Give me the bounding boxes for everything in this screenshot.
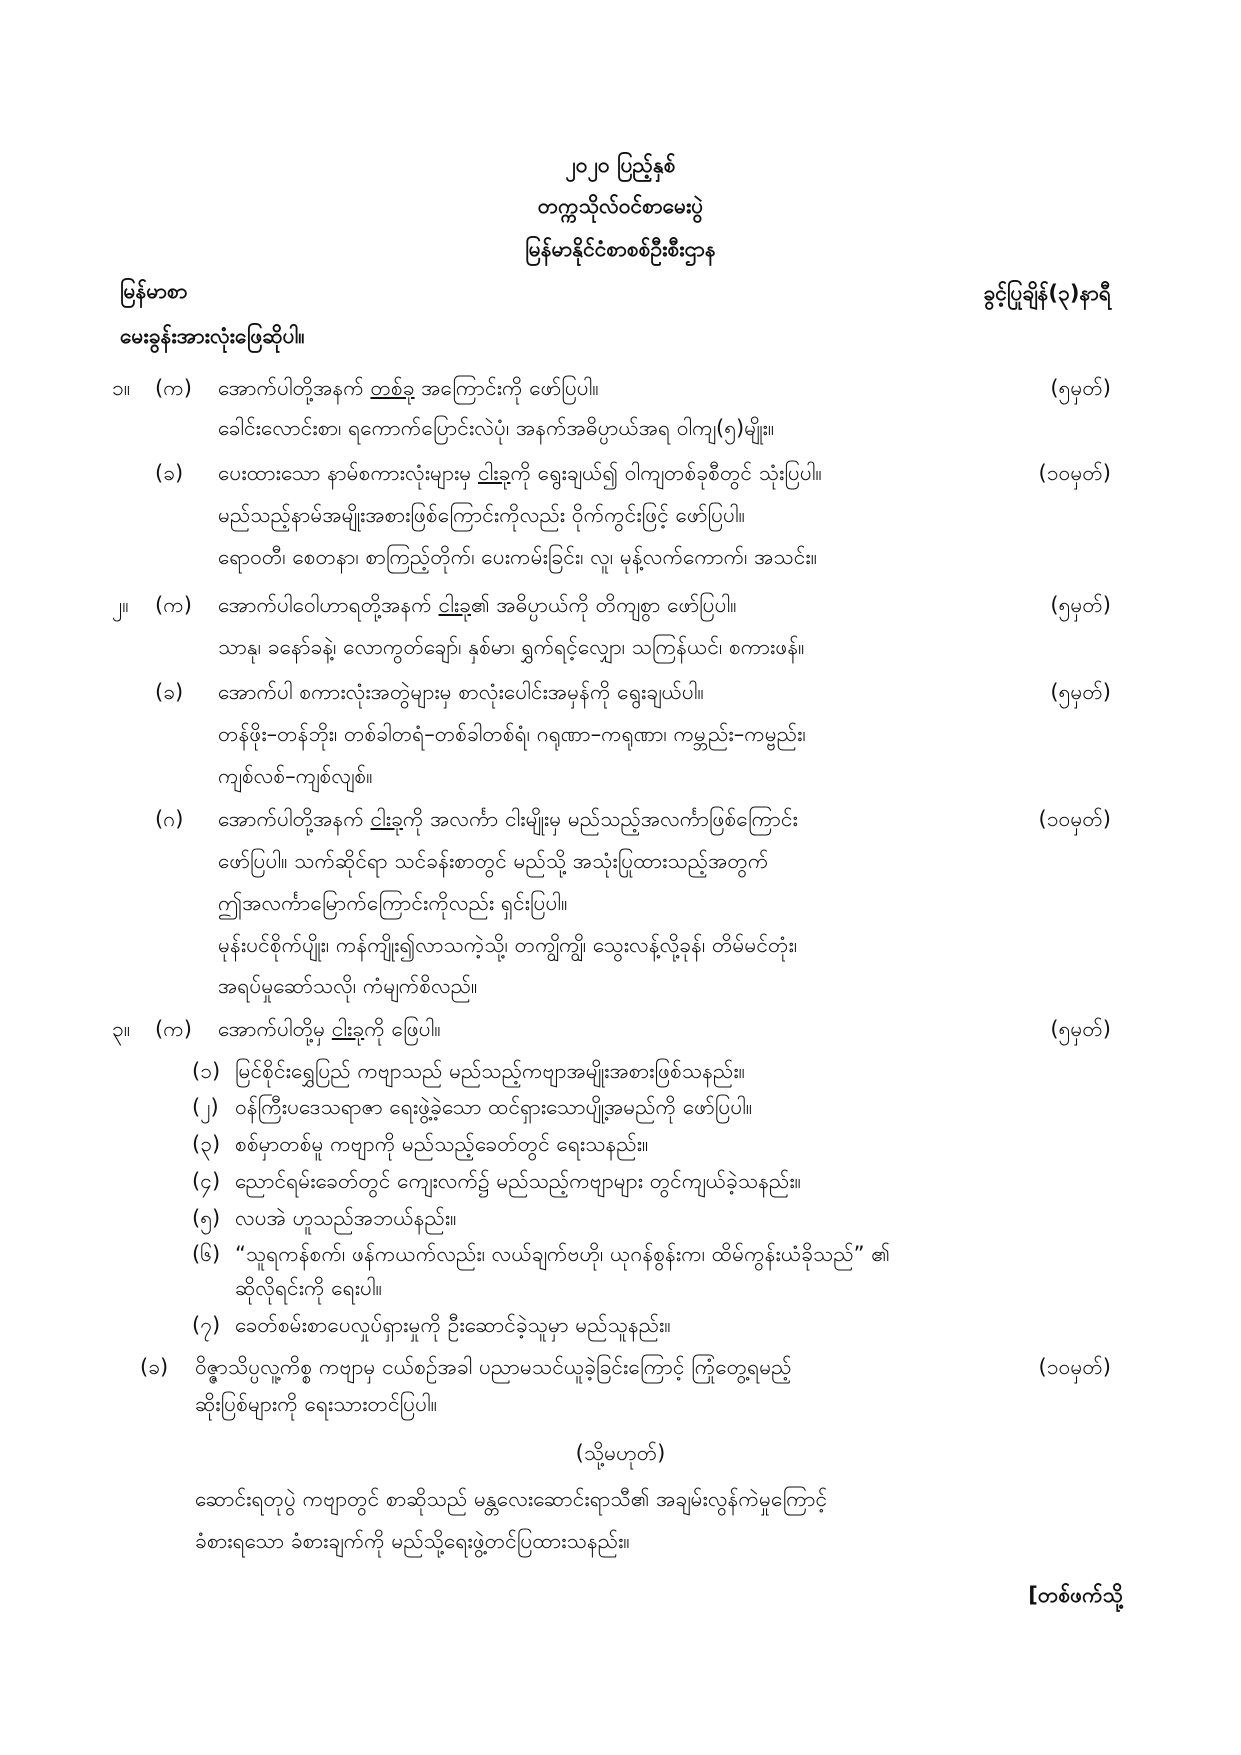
q3-item-num: (၆) — [192, 1242, 221, 1266]
q2a-text-post: ၏ အဓိပ္ပာယ်ကို တိကျစွာ ဖော်ပြပါ။ — [470, 593, 737, 617]
q1b-text — [218, 460, 822, 491]
q2b-text: အောက်ပါ စကားလုံးအတွဲများမှ စာလုံးပေါင်းအမှန်ကို ရွေးချယ်ပါ။ — [218, 680, 704, 704]
q1b-marks: (၁၀မှတ်) — [1038, 461, 1111, 485]
q3-item-text: လပအဲ ဟူသည်အဘယ်နည်း။ — [235, 1206, 457, 1230]
q1a-line2: ခေါင်းလောင်းစာ၊ ရကောက်ပြောင်းလဲပုံ၊ အနက်အဓိပ္ပာယ်အရ ဝါကျ(၅)မျိုး။ — [218, 416, 775, 440]
q3b-label: (ခ) — [140, 1355, 169, 1379]
q3b-alt-line1: ဆောင်းရတုပွဲ ကဗျာတွင် စာဆိုသည် မန္တလေးဆောင်းရာသီ၏ အချမ်းလွန်ကဲမှုကြောင့် — [195, 1487, 828, 1511]
q3-item-text: ဝန်ကြီးပဒေသရာဇာ ရေးဖွဲ့ခဲ့သော ထင်ရှားသောပျို့အမည်ကို ဖော်ပြပါ။ — [235, 1095, 753, 1119]
q3-item-text: မြင်စိုင်းရွှေပြည် ကဗျာသည် မည်သည့်ကဗျာအမျိုးအစားဖြစ်သနည်း။ — [235, 1059, 746, 1083]
q3b-line2: ဆိုးပြစ်များကို ရေးသားတင်ပြပါ။ — [195, 1392, 438, 1416]
q2b-line3: ကျစ်လစ်–ကျစ်လျစ်။ — [218, 764, 373, 788]
q3-item-num: (၇) — [192, 1313, 221, 1337]
q2c-text — [218, 806, 798, 837]
q2c-label: (ဂ) — [155, 807, 184, 831]
q1a-marks: (၅မှတ်) — [1050, 376, 1111, 400]
exam-board: မြန်မာနိုင်ငံစာစစ်ဦးစီးဌာန — [525, 237, 716, 261]
q3b-alt-line2: ခံစားရသော ခံစားချက်ကို မည်သို့ရေးဖွဲ့တင်ပြထားသနည်း။ — [195, 1529, 630, 1553]
q3-item-num: (၂) — [192, 1095, 219, 1119]
q3b-text: ဝိဇ္ဇာသိပ္ပလူ့ကိစ္စ ကဗျာမှ ငယ်စဉ်အခါ ပညာမသင်ယူခဲ့ခြင်းကြောင့် ကြုံတွေ့ရမည့် — [195, 1355, 792, 1379]
q2c-line5: အရပ်မှုဆော်သလို၊ ကံမျက်စိလည်။ — [218, 974, 478, 998]
q3-item-text: စစ်မှာတစ်မူ ကဗျာကို မည်သည့်ခေတ်တွင် ရေးသနည်း။ — [235, 1132, 649, 1156]
or-divider: (သို့မဟုတ်) — [575, 1441, 666, 1465]
q2b-marks: (၅မှတ်) — [1050, 680, 1111, 704]
q2c-text-pre: အောက်ပါတို့အနက် — [218, 807, 364, 831]
q3a-text-post: ကို ဖြေပါ။ — [364, 1017, 441, 1041]
q1b-text-underline: ငါးခု — [478, 461, 511, 485]
q3-item-num: (၁) — [192, 1059, 221, 1083]
subject-label: မြန်မာစာ — [120, 279, 188, 303]
q1b-line3: ရောဝတီ၊ စေတနာ၊ စာကြည့်တိုက်၊ ပေးကမ်းခြင်း၊ လူ၊ မုန့်လက်ကောက်၊ အသင်း။ — [218, 545, 818, 569]
q2c-text-post: ကို အလင်္ကာ ငါးမျိုးမှ မည်သည့်အလင်္ကာဖြစ်ကြောင်း — [402, 807, 798, 831]
q2c-marks: (၁၀မှတ်) — [1038, 807, 1111, 831]
q2a-label: (က) — [155, 593, 192, 617]
q3b-marks: (၁၀မှတ်) — [1038, 1355, 1111, 1379]
q1a-label: (က) — [155, 376, 192, 400]
exam-year: ၂၀၂၀ ပြည့်နှစ် — [565, 153, 676, 177]
q3a-text-pre: အောက်ပါတို့မှ — [218, 1017, 326, 1041]
q2c-text-underline: ငါးခု — [370, 807, 403, 831]
q2c-line3: ဤအလင်္ကာမြောက်ကြောင်းကိုလည်း ရှင်းပြပါ။ — [218, 891, 568, 915]
q3a-label: (က) — [155, 1017, 192, 1041]
q1a-text-post: အကြောင်းကို ဖော်ပြပါ။ — [421, 376, 599, 400]
q3-item-text: ညောင်ရမ်းခေတ်တွင် ကျေးလက်၌ မည်သည့်ကဗျာများ တွင်ကျယ်ခဲ့သနည်း။ — [235, 1169, 802, 1193]
q2a-line2: သာနု၊ ခနော်ခနဲ့၊ လောကွတ်ချော်၊ နှစ်မာ၊ ရွှက်ရင့်လျှော၊ သကြန်ယင်၊ စကားဖန်။ — [218, 635, 805, 659]
q3-number: ၃။ — [112, 1017, 131, 1041]
q3-item-num: (၃) — [192, 1132, 221, 1156]
q3a-text — [218, 1016, 441, 1047]
q3-item-num: (၅) — [192, 1206, 221, 1230]
q3a-marks: (၅မှတ်) — [1050, 1017, 1111, 1041]
q1b-text-post: ကို ရွေးချယ်၍ ဝါကျတစ်ခုစီတွင် သုံးပြပါ။ — [510, 461, 822, 485]
q3-item-text: “သူရကန်စက်၊ ဖန်ကယက်လည်း၊ လယ်ချက်ဗဟို၊ ယုဂန်စွန်းက၊ ထိမ်ကွန်းယံခိုသည်” ၏ — [235, 1242, 890, 1266]
q1a-text — [218, 375, 599, 406]
q2c-line4: မုန်းပင်စိုက်ပျိုး၊ ကန်ကျိုး၍လာသကဲ့သို့၊ တကျွိကျွိ၊ သွေးလန့်လို့ခုန်၊ တိမ်မင်တုံး၊ — [218, 933, 798, 957]
q1b-text-pre: ပေးထားသော နာမ်စကားလုံးများမှ — [218, 461, 472, 485]
q2-number: ၂။ — [112, 593, 129, 617]
instruction: မေးခွန်းအားလုံးဖြေဆိုပါ။ — [120, 324, 305, 348]
exam-title: တက္ကသိုလ်ဝင်စာမေးပွဲ — [537, 194, 704, 218]
q2b-label: (ခ) — [155, 680, 184, 704]
q2c-line2: ဖော်ပြပါ။ သက်ဆိုင်ရာ သင်ခန်းစာတွင် မည်သို့ အသုံးပြုထားသည့်အတွက် — [218, 849, 769, 873]
q1a-text-underline: တစ်ခု — [370, 376, 415, 400]
q1-number: ၁။ — [112, 376, 131, 400]
q1a-text-pre: အောက်ပါတို့အနက် — [218, 376, 364, 400]
q3-item-num: (၄) — [192, 1169, 221, 1193]
continue-next-page: [တစ်ဖက်သို့ — [1028, 1583, 1123, 1607]
q3-item-text: ဆိုလိုရင်းကို ရေးပါ။ — [235, 1276, 383, 1300]
q2a-text — [218, 592, 737, 623]
q2a-text-pre: အောက်ပါဝေါဟာရတို့အနက် — [218, 593, 432, 617]
q2a-text-underline: ငါးခု — [438, 593, 471, 617]
q1b-label: (ခ) — [155, 461, 184, 485]
q1b-line2: မည်သည့်နာမ်အမျိုးအစားဖြစ်ကြောင်းကိုလည်း ဝိုက်ကွင်းဖြင့် ဖော်ပြပါ။ — [218, 503, 746, 527]
q3-item-text: ခေတ်စမ်းစာပေလှုပ်ရှားမှုကို ဦးဆောင်ခဲ့သူမှာ မည်သူနည်း။ — [235, 1313, 671, 1337]
q3a-text-underline: ငါးခု — [331, 1017, 365, 1041]
q2b-line2: တန်ဖိုး–တန်ဘိုး၊ တစ်ခါတရံ–တစ်ခါတစ်ရံ၊ ဂရုဏာ–ကရုဏာ၊ ကမ္ဘည်း–ကမ္ဗည်း၊ — [218, 722, 806, 746]
time-allowed: ခွင့်ပြုချိန်(၃)နာရီ — [983, 281, 1111, 305]
q2a-marks: (၅မှတ်) — [1050, 593, 1111, 617]
